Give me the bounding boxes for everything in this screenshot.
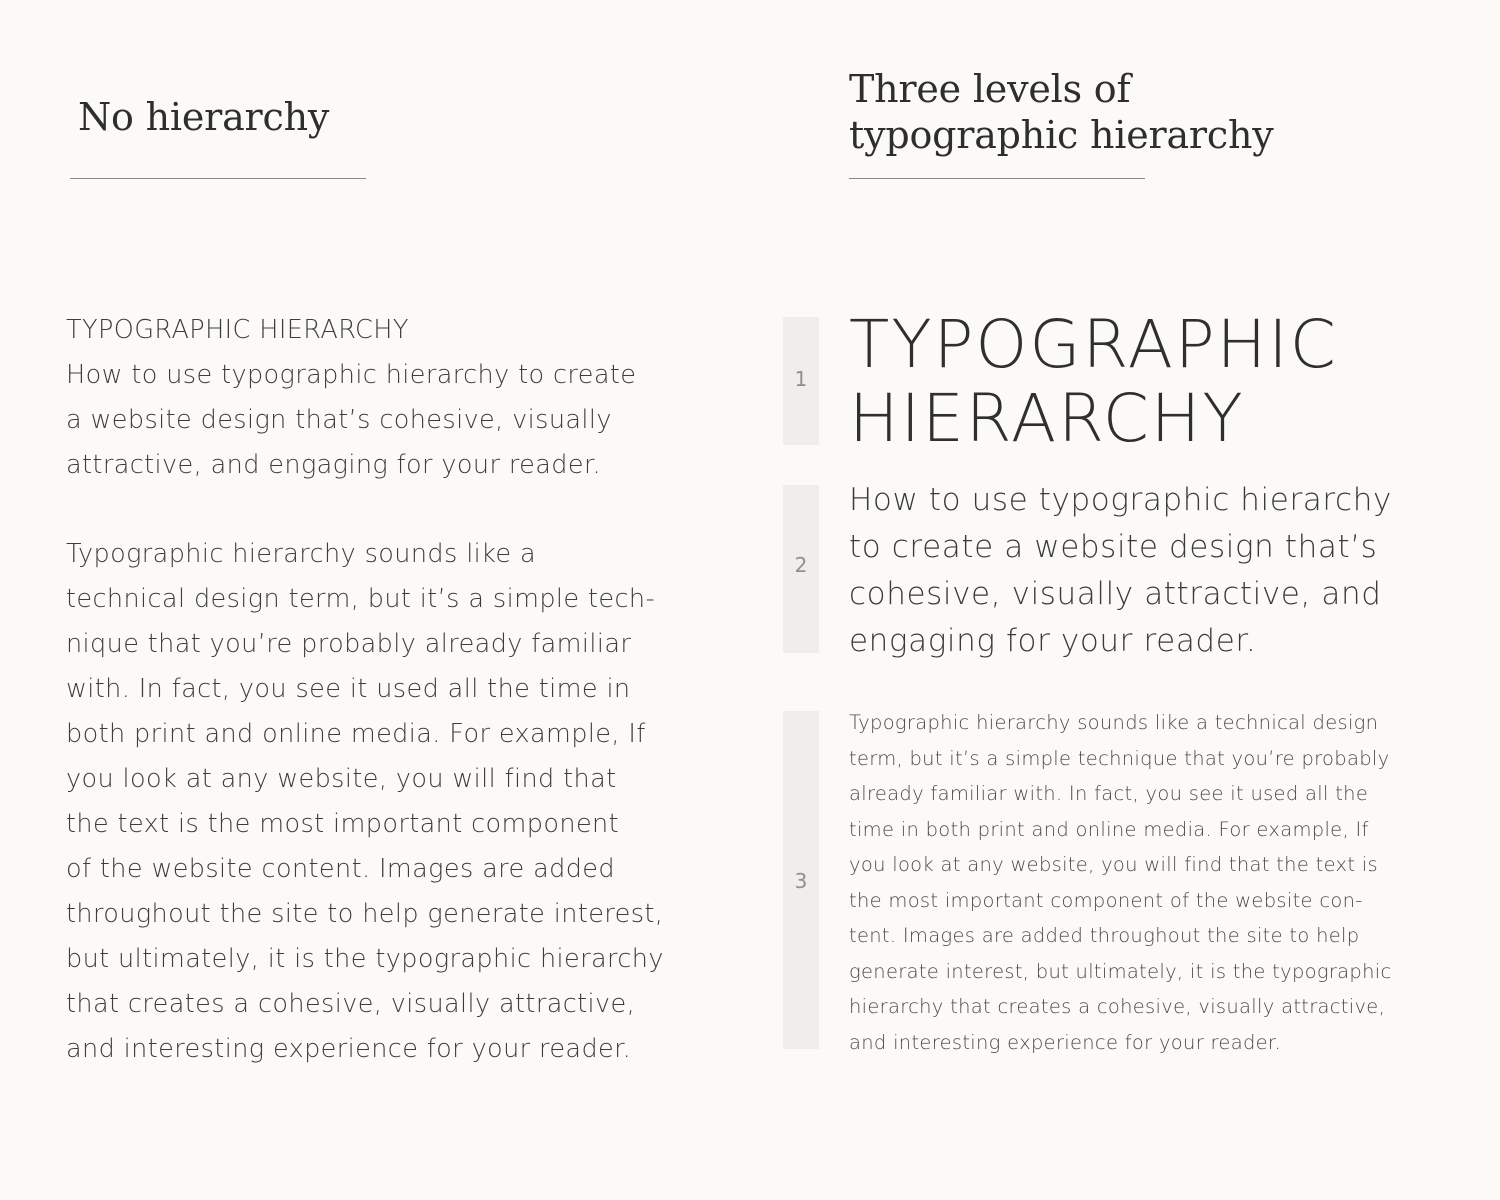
left-body-line: with. In fact, you see it used all the time in — [66, 674, 631, 704]
level-2-number: 2 — [794, 553, 808, 577]
left-body-line: the text is the most important component — [66, 809, 619, 839]
right-section-title — [849, 66, 1274, 158]
right-title-line: Three levels of — [849, 67, 1131, 111]
left-title-rule — [70, 178, 366, 179]
left-subheading-line: a website design that’s cohesive, visually — [66, 405, 612, 435]
level-2-line: How to use typographic hierarchy — [849, 482, 1392, 518]
level-1-heading — [849, 308, 1338, 456]
left-body-line: of the website content. Images are added — [66, 854, 615, 884]
level-3-line: tent. Images are added throughout the site to help — [849, 924, 1360, 947]
level-3-line: term, but it’s a simple technique that you’re probably — [849, 746, 1390, 770]
level-2-line: engaging for your reader. — [849, 623, 1257, 659]
level-3-body — [849, 705, 1392, 1060]
left-body-line: both print and online media. For example, If — [66, 719, 646, 749]
left-heading: TYPOGRAPHIC HIERARCHY — [66, 315, 409, 345]
level-3-line: time in both print and online media. For example, If — [849, 817, 1369, 841]
left-body-line: but ultimately, it is the typographic hierarchy — [66, 944, 664, 974]
left-body — [66, 532, 664, 1072]
level-1-line: TYPOGRAPHIC — [849, 306, 1338, 383]
left-body-line: technical design term, but it’s a simple tech- — [66, 584, 656, 614]
left-body-line: throughout the site to help generate interest, — [66, 899, 664, 929]
level-3-line: hierarchy that creates a cohesive, visually attractive, — [849, 995, 1386, 1018]
level-3-line: already familiar with. In fact, you see it used all the — [849, 782, 1369, 805]
left-subheading-line: How to use typographic hierarchy to create — [66, 360, 637, 390]
left-body-line: nique that you’re probably already familiar — [66, 629, 632, 659]
level-3-line: you look at any website, you will find that the text is — [849, 853, 1378, 876]
left-subheading — [66, 353, 636, 488]
level-1-number: 1 — [794, 367, 808, 391]
left-body-line: Typographic hierarchy sounds like a — [66, 539, 537, 569]
left-subheading-line: attractive, and engaging for your reader. — [66, 450, 602, 480]
level-3-line: Typographic hierarchy sounds like a technical design — [849, 711, 1379, 734]
left-body-line: that creates a cohesive, visually attractive, — [66, 989, 636, 1019]
right-title-rule — [849, 178, 1145, 179]
level-3-line: the most important component of the website con- — [849, 888, 1363, 912]
left-body-line: you look at any website, you will find that — [66, 764, 617, 794]
level-3-line: generate interest, but ultimately, it is the typographic — [849, 959, 1392, 983]
level-3-number: 3 — [794, 869, 808, 893]
level-2-line: cohesive, visually attractive, and — [849, 576, 1382, 612]
level-1-line: HIERARCHY — [849, 380, 1245, 457]
right-title-line: typographic hierarchy — [849, 113, 1274, 157]
level-3-line: and interesting experience for your reader. — [849, 1030, 1281, 1054]
left-body-line: and interesting experience for your reader. — [66, 1034, 632, 1064]
left-section-title: No hierarchy — [78, 95, 330, 139]
level-2-line: to create a website design that’s — [849, 529, 1378, 565]
level-2-subheading — [849, 477, 1392, 665]
